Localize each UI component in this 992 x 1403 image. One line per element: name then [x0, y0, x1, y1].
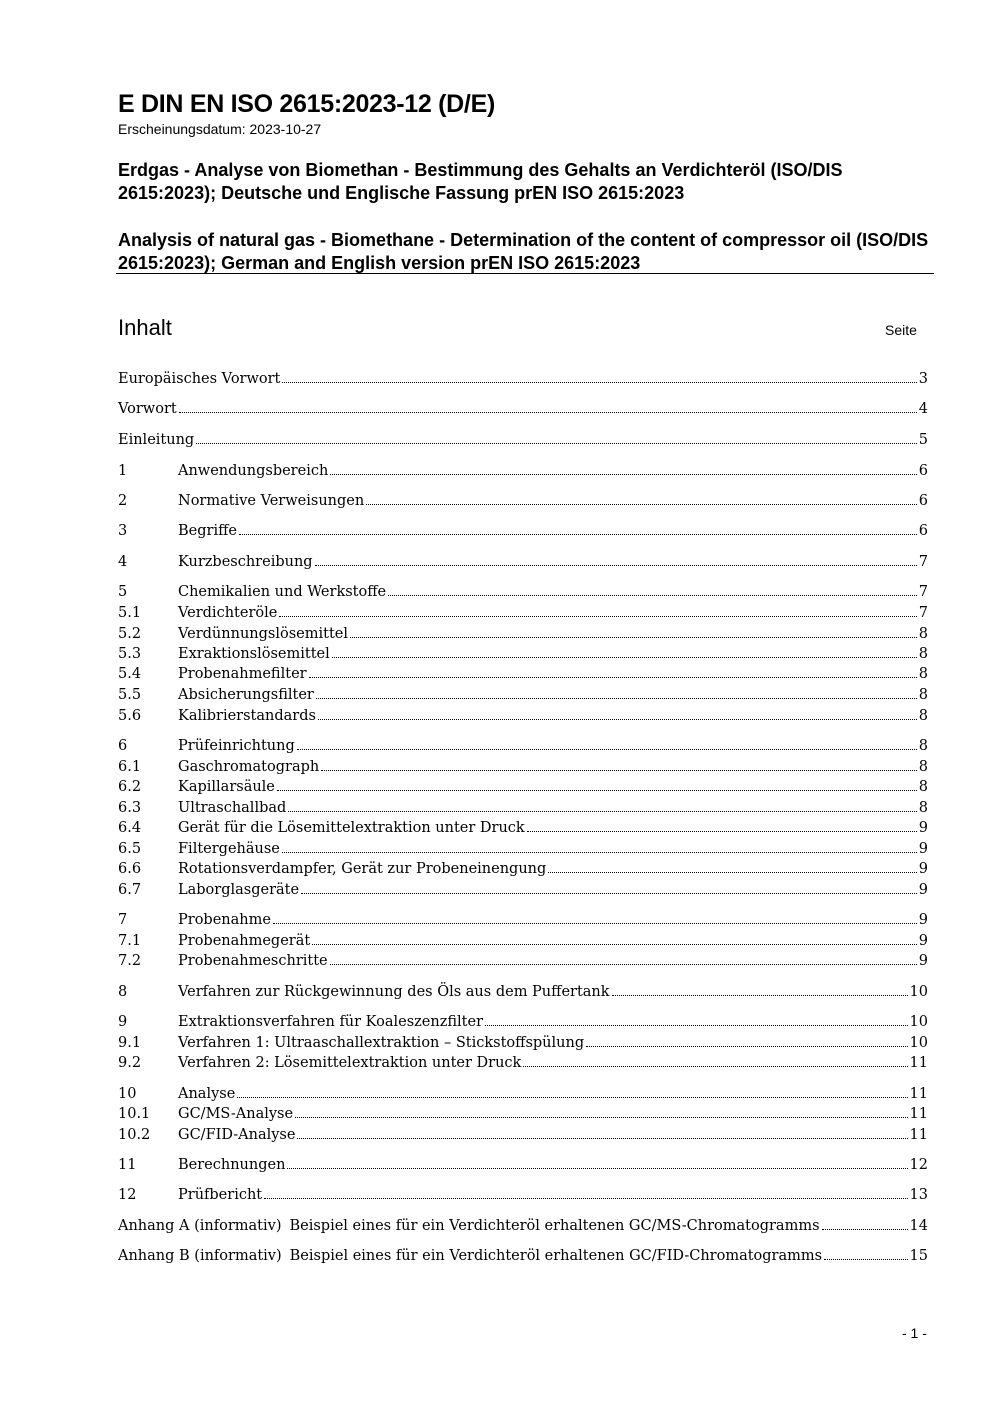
- toc-entry-title: Verdünnungslösemittel: [178, 626, 348, 642]
- toc-dot-leader: [312, 934, 917, 945]
- toc-entry-title: Verdichteröle: [178, 605, 278, 621]
- toc-entry[interactable]: [118, 1035, 928, 1055]
- toc-dot-leader: [527, 821, 917, 832]
- toc-entry[interactable]: [118, 626, 928, 646]
- toc-entry-title: Vorwort: [118, 401, 177, 417]
- toc-dot-leader: [548, 862, 916, 873]
- toc-entry-title: Exraktionslösemittel: [178, 646, 330, 662]
- toc-dot-leader: [179, 402, 917, 413]
- toc-entry-number: 6.4: [118, 820, 142, 836]
- toc-entry[interactable]: [118, 401, 928, 421]
- toc-dot-leader: [288, 801, 916, 812]
- toc-entry-page: 11: [909, 1086, 928, 1102]
- toc-entry-page: 8: [918, 738, 928, 754]
- toc-entry-number: 11: [118, 1157, 137, 1173]
- toc-entry-page: 9: [918, 841, 928, 857]
- toc-entry[interactable]: [118, 841, 928, 861]
- toc-entry-title: Kapillarsäule: [178, 779, 275, 795]
- toc-entry-page: 8: [918, 708, 928, 724]
- toc-entry-page: 9: [918, 861, 928, 877]
- toc-entry-number: 7.2: [118, 953, 142, 969]
- toc-dot-leader: [282, 842, 917, 853]
- toc-entry-page: 13: [909, 1187, 928, 1203]
- toc-entry-page: 14: [909, 1218, 928, 1234]
- toc-entry[interactable]: [118, 1187, 928, 1207]
- toc-entry[interactable]: [118, 933, 928, 953]
- publication-date: Erscheinungsdatum: 2023-10-27: [118, 121, 322, 137]
- toc-entry-page: 9: [918, 820, 928, 836]
- toc-entry-title: Kalibrierstandards: [178, 708, 316, 724]
- toc-entry-number: 6.5: [118, 841, 142, 857]
- toc-entry-page: 6: [918, 463, 928, 479]
- toc-entry[interactable]: [118, 738, 928, 758]
- toc-entry-number: 5.4: [118, 666, 142, 682]
- toc-entry[interactable]: [118, 861, 928, 881]
- toc-entry-page: 9: [918, 933, 928, 949]
- toc-entry[interactable]: [118, 708, 928, 728]
- document-id: E DIN EN ISO 2615:2023-12 (D/E): [118, 90, 495, 118]
- toc-entry-number: 8: [118, 984, 128, 1000]
- toc-entry-number: 9.1: [118, 1035, 142, 1051]
- toc-entry-number: 5.2: [118, 626, 142, 642]
- toc-dot-leader: [330, 464, 916, 475]
- toc-entry-number: 6.1: [118, 759, 142, 775]
- toc-entry-title: Prüfeinrichtung: [178, 738, 295, 754]
- toc-heading: Inhalt: [118, 315, 172, 340]
- toc-entry[interactable]: [118, 493, 928, 513]
- toc-entry-number: 5: [118, 584, 128, 600]
- toc-entry-number: 10: [118, 1086, 137, 1102]
- toc-entry[interactable]: [118, 584, 928, 604]
- toc-entry-page: 7: [918, 584, 928, 600]
- toc-entry-title: Anwendungsbereich: [178, 463, 329, 479]
- toc-entry[interactable]: [118, 984, 928, 1004]
- toc-dot-leader: [350, 627, 917, 638]
- toc-dot-leader: [239, 524, 917, 535]
- toc-dot-leader: [277, 780, 917, 791]
- toc-entry-title: Gaschromatograph: [178, 759, 320, 775]
- toc-entry-title: Probenahme: [178, 912, 271, 928]
- toc-entry-title: Verfahren 2: Lösemittelextraktion unter Druck: [178, 1055, 522, 1071]
- toc-dot-leader: [315, 555, 917, 566]
- toc-entry-title: Extraktionsverfahren für Koaleszenzfilter: [178, 1014, 484, 1030]
- toc-dot-leader: [586, 1036, 907, 1047]
- toc-entry-title: Analyse: [178, 1086, 236, 1102]
- toc-entry-title: Filtergehäuse: [178, 841, 280, 857]
- toc-entry-title: Laborglasgeräte: [178, 882, 300, 898]
- toc-entry-page: 11: [909, 1055, 928, 1071]
- toc-dot-leader: [287, 1158, 907, 1169]
- toc-entry-title: Probenahmegerät: [178, 933, 311, 949]
- toc-entry-page: 9: [918, 882, 928, 898]
- toc-dot-leader: [264, 1188, 907, 1199]
- toc-dot-leader: [332, 647, 917, 658]
- toc-entry[interactable]: [118, 953, 928, 973]
- toc-entry-title: Kurzbeschreibung: [178, 554, 313, 570]
- toc-entry-title: Beispiel eines für ein Verdichteröl erhaltenen GC/MS-Chromatogramms: [289, 1218, 820, 1234]
- toc-entry-number: 7: [118, 912, 128, 928]
- toc-entry-page: 8: [918, 666, 928, 682]
- toc-dot-leader: [485, 1015, 908, 1026]
- toc-entry-page: 15: [909, 1248, 928, 1264]
- toc-entry[interactable]: [118, 605, 928, 625]
- toc-entry[interactable]: [118, 687, 928, 707]
- toc-dot-leader: [316, 688, 917, 699]
- toc-dot-leader: [282, 372, 916, 383]
- toc-entry-number: 12: [118, 1187, 137, 1203]
- toc-dot-leader: [309, 667, 917, 678]
- toc-entry-title: Berechnungen: [178, 1157, 286, 1173]
- toc-entry-number: 10.1: [118, 1106, 151, 1122]
- toc-entry[interactable]: [118, 820, 928, 840]
- toc-dot-leader: [301, 883, 917, 894]
- toc-entry-number: 6.6: [118, 861, 142, 877]
- toc-entry-title: Absicherungsfilter: [178, 687, 314, 703]
- toc-entry[interactable]: [118, 523, 928, 543]
- toc-entry-number: Anhang A (informativ): [118, 1218, 282, 1234]
- toc-entry-number: 4: [118, 554, 128, 570]
- toc-dot-leader: [196, 433, 917, 444]
- toc-entry-title: Normative Verweisungen: [178, 493, 365, 509]
- toc-dot-leader: [388, 585, 917, 596]
- toc-entry[interactable]: [118, 1127, 928, 1147]
- toc-entry-title: GC/MS-Analyse: [178, 1106, 294, 1122]
- toc-entry[interactable]: [118, 371, 928, 391]
- toc-entry-number: 6.2: [118, 779, 142, 795]
- title-german: Erdgas - Analyse von Biomethan - Bestimmung des Gehalts an Verdichteröl (ISO/DIS 2615:2023); Deutsche und Englische Fassung prEN ISO 2615:2023: [118, 160, 843, 203]
- toc-entry[interactable]: [118, 432, 928, 452]
- toc-entry[interactable]: [118, 1106, 928, 1126]
- toc-entry[interactable]: [118, 779, 928, 799]
- toc-entry[interactable]: [118, 759, 928, 779]
- toc-entry-number: 10.2: [118, 1127, 151, 1143]
- toc-entry-number: 5.3: [118, 646, 142, 662]
- toc-dot-leader: [321, 760, 917, 771]
- toc-entry-page: 10: [909, 1014, 928, 1030]
- toc-entry-title: Gerät für die Lösemittelextraktion unter Druck: [178, 820, 525, 836]
- toc-entry[interactable]: [118, 1218, 928, 1238]
- toc-entry[interactable]: [118, 554, 928, 574]
- toc-dot-leader: [273, 913, 917, 924]
- toc-dot-leader: [297, 739, 917, 750]
- toc-entry-title: Verfahren 1: Ultraaschallextraktion – Stickstoffspülung: [178, 1035, 585, 1051]
- toc-entry[interactable]: [118, 800, 928, 820]
- toc-entry-page: 8: [918, 687, 928, 703]
- toc-entry-title: Einleitung: [118, 432, 195, 448]
- toc-entry-page: 10: [909, 984, 928, 1000]
- page-number: - 1 -: [902, 1325, 927, 1341]
- toc-dot-leader: [523, 1056, 907, 1067]
- toc-entry-title: Ultraschallbad: [178, 800, 287, 816]
- toc-entry[interactable]: [118, 463, 928, 483]
- toc-entry-number: Anhang B (informativ): [118, 1248, 282, 1264]
- toc-entry-page: 7: [918, 554, 928, 570]
- toc-entry-page: 8: [918, 646, 928, 662]
- toc-dot-leader: [297, 1128, 907, 1139]
- toc-entry-page: 8: [918, 800, 928, 816]
- toc-entry[interactable]: [118, 912, 928, 932]
- toc-entry-page: 6: [918, 493, 928, 509]
- toc-entry-number: 6.3: [118, 800, 142, 816]
- toc-entry-number: 5.5: [118, 687, 142, 703]
- toc-entry-page: 11: [909, 1106, 928, 1122]
- toc-entry-number: 3: [118, 523, 128, 539]
- toc-entry-title: Probenahmeschritte: [178, 953, 328, 969]
- toc-entry-page: 8: [918, 779, 928, 795]
- toc-entry-page: 9: [918, 953, 928, 969]
- toc-entry-number: 5.1: [118, 605, 142, 621]
- title-english: Analysis of natural gas - Biomethane - Determination of the content of compressor oil (ISO/DIS 2615:2023); German and English version prEN ISO 2615:2023: [118, 230, 929, 273]
- toc-entry[interactable]: [118, 1086, 928, 1106]
- toc-dot-leader: [279, 606, 916, 617]
- toc-entry-page: 12: [909, 1157, 928, 1173]
- toc-dot-leader: [330, 954, 917, 965]
- toc-entry-page: 5: [918, 432, 928, 448]
- toc-dot-leader: [612, 985, 908, 996]
- toc-entry-page: 6: [918, 523, 928, 539]
- toc-entry-title: Probenahmefilter: [178, 666, 307, 682]
- toc-entry-page: 3: [918, 371, 928, 387]
- toc-entry-title: Beispiel eines für ein Verdichteröl erhaltenen GC/FID-Chromatogramms: [289, 1248, 823, 1264]
- toc-entry-title: Europäisches Vorwort: [118, 371, 281, 387]
- toc-entry-number: 1: [118, 463, 128, 479]
- toc-entry-page: 8: [918, 626, 928, 642]
- toc-entry-page: 9: [918, 912, 928, 928]
- toc-dot-leader: [237, 1087, 907, 1098]
- toc-entry-page: 10: [909, 1035, 928, 1051]
- toc-dot-leader: [295, 1107, 907, 1118]
- toc-entry[interactable]: [118, 646, 928, 666]
- toc-entry[interactable]: [118, 1014, 928, 1034]
- toc-entry-number: 7.1: [118, 933, 142, 949]
- toc-entry-number: 6: [118, 738, 128, 754]
- toc-entry[interactable]: [118, 1248, 928, 1268]
- toc-dot-leader: [366, 494, 917, 505]
- toc-entry-number: 9.2: [118, 1055, 142, 1071]
- toc-entry-page: 4: [918, 401, 928, 417]
- toc-entry-title: Verfahren zur Rückgewinnung des Öls aus dem Puffertank: [178, 984, 610, 1000]
- toc-entry-title: Rotationsverdampfer, Gerät zur Probeneinengung: [178, 861, 547, 877]
- toc-entry-title: Begriffe: [178, 523, 237, 539]
- toc-entry-number: 6.7: [118, 882, 142, 898]
- toc-entry-page: 8: [918, 759, 928, 775]
- toc-entry-number: 9: [118, 1014, 128, 1030]
- toc-entry[interactable]: [118, 1055, 928, 1075]
- toc-entry-title: Chemikalien und Werkstoffe: [178, 584, 387, 600]
- toc-entry[interactable]: [118, 1157, 928, 1177]
- toc-dot-leader: [318, 709, 917, 720]
- toc-entry[interactable]: [118, 882, 928, 902]
- toc-entry-number: 2: [118, 493, 128, 509]
- header-divider: [116, 273, 934, 274]
- toc-dot-leader: [822, 1219, 908, 1230]
- toc-dot-leader: [824, 1249, 907, 1260]
- toc-entry-number: 5.6: [118, 708, 142, 724]
- toc-entry-title: Prüfbericht: [178, 1187, 263, 1203]
- toc-entry-title: GC/FID-Analyse: [178, 1127, 296, 1143]
- toc-entry[interactable]: [118, 666, 928, 686]
- toc-entry-page: 11: [909, 1127, 928, 1143]
- toc-page-column-label: Seite: [885, 322, 917, 338]
- toc-entry-page: 7: [918, 605, 928, 621]
